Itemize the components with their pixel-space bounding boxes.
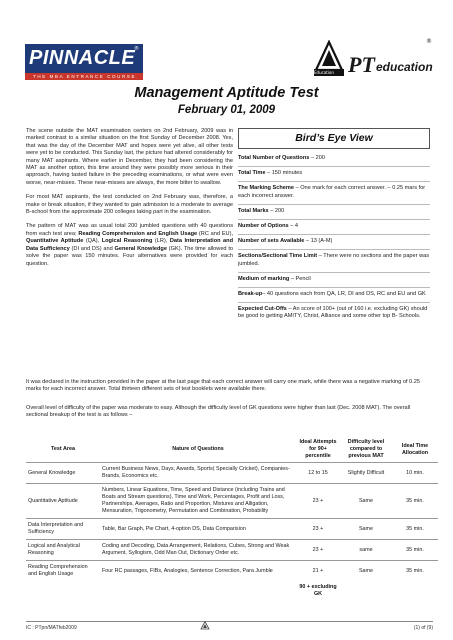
cell-ideal: 23 +	[296, 484, 340, 519]
header-time: Ideal Time Allocation	[401, 442, 429, 456]
p3-lr: Logical Reasoning	[101, 238, 153, 245]
bev-label: The Marking Scheme	[238, 185, 294, 192]
bev-value: – 200	[268, 207, 285, 214]
bev-value: – An score of 100+ (out of 160 i.e. excluding GK) should be good to getting AMITY, Christ, Alliance and some other top B- Schools.	[238, 306, 428, 320]
bev-label: Sections/Sectional Time Limit	[238, 253, 318, 260]
bev-value: – 13 (A-M)	[304, 238, 333, 245]
logo-education: education	[376, 60, 433, 74]
intro-paragraph-1: The scene outside the MAT examination centers on 2nd February, 2009 was in marked contrast to a similar situation on the first Sunday of December 2008. Yes, that was the day of the December MAT and hopes were yet alive, all other tests were yet to be conducted. This Sunday last, the picture had altered considerably for many MAT aspirants. Where earlier in December, they had been considering the MAT as another option, this time around they were possibly more serious in their approach, having tasted failure in the preceding examinations, or what were even worse, near-misses. These near-misses are always, the more bitter to swallow.	[26, 128, 233, 186]
intro-column	[26, 128, 233, 275]
page-footer	[26, 621, 433, 631]
cell-difficulty: Same	[340, 519, 392, 540]
table-header-row	[26, 437, 438, 463]
bev-label: Total Number of Questions	[238, 155, 310, 161]
bev-value: – 150 minutes	[265, 170, 303, 177]
body-paragraph-difficulty: Overall level of difficulty of the paper was moderate to easy. Although the difficulty level of GK questions were higher than last (Dec. 2008 MAT). The overall sectional breakup of the test is as follows –	[26, 405, 411, 419]
bev-value: – There were no sections and the paper was jumbled.	[238, 253, 430, 267]
cell-nature: Coding and Decoding, Data Arrangement, Relations, Cubes, Strong and Weak Argument, Syllogism, Odd Man Out, Dictionary Order etc.	[100, 540, 296, 561]
p3-qa-abbr: (QA),	[83, 238, 102, 245]
bev-label: Number of Options	[238, 223, 289, 230]
cell-ideal: 12 to 15	[296, 463, 340, 484]
cell-nature: Numbers, Linear Equations, Time, Speed and Distance (including Trains and Boats and Stream questions), Time and Work, Percentages, Profit and Loss, Partnerships, Averages, Ratio and Proportion, Mixtures and Alligation, Mensuration, Trigonometry, Permutation and Combination, Probability	[100, 484, 296, 519]
footer-code: IC : PTpn/MATfeb2009	[26, 625, 77, 631]
logo-tagline: THE MBA ENTRANCE COURSE	[33, 74, 137, 79]
cell-time: 35 min.	[392, 484, 438, 519]
body-paragraph-marking: It was declared in the instruction provided in the paper at the last page that each correct answer will carry one mark, while there was a negative marking of 0.25 marks for each incorrect answer. Total thirteen different sets of test booklets were available there.	[26, 379, 420, 393]
bev-item	[238, 167, 430, 182]
sectional-breakup-table	[26, 437, 438, 601]
cell-area: Reading Comprehension and English Usage	[26, 561, 100, 582]
footer-page-number: (1) of (9)	[413, 625, 433, 631]
bev-value: – Pencil	[289, 275, 311, 282]
page-title: Management Aptitude Test	[134, 85, 319, 101]
cell-difficulty: Same	[340, 561, 392, 582]
table-row	[26, 484, 438, 519]
bev-label: Break-up	[238, 291, 263, 298]
logo-pt: PT	[348, 52, 375, 77]
logo-strip	[25, 73, 143, 80]
birds-eye-view-panel	[238, 128, 430, 325]
header-ideal-attempts: Ideal Attempts for 90+ percentile	[299, 439, 337, 459]
logo-registered: ®	[134, 46, 139, 52]
p3-lr-abbr: (LR),	[152, 238, 170, 245]
cell-total-ideal: 90 + excluding GK	[299, 584, 337, 597]
cell-nature: Current Business News, Days, Awards, Sports( Specially Cricket), Companies-Brands, Economics etc.	[100, 463, 296, 484]
table-row	[26, 519, 438, 540]
intro-paragraph-2: For most MAT aspirants, the test conducted on 2nd February was, therefore, a make or break situation, if they wanted to gain admission to a moderate to average B-school from the approximate 200 colleges taking part in the examination.	[26, 194, 233, 216]
p3-gk: General Knowledge	[114, 245, 167, 252]
cell-time: 10 min.	[392, 463, 438, 484]
cell-ideal: 21 +	[296, 561, 340, 582]
bev-item	[238, 235, 430, 250]
bev-value: – 4	[288, 223, 298, 230]
header-nature: Nature of Questions	[172, 446, 224, 452]
table-total-row	[26, 581, 438, 601]
table-row	[26, 561, 438, 582]
bev-item	[238, 220, 430, 235]
cell-difficulty: Same	[340, 484, 392, 519]
page-subtitle: February 01, 2009	[177, 104, 276, 116]
bev-item	[238, 250, 430, 272]
intro-paragraph-3	[26, 223, 233, 267]
p3-text: The pattern of MAT was as usual total 200 jumbled questions with 40 questions from each test area;	[26, 223, 233, 237]
cell-ideal: 23 +	[296, 519, 340, 540]
cell-time: 35 min.	[392, 540, 438, 561]
p3-qa: Quantitative Aptitude	[26, 238, 84, 245]
bev-item	[238, 273, 430, 288]
bev-label: Medium of marking	[238, 275, 290, 282]
bev-value: – 200	[309, 155, 325, 161]
bev-label: Total Time	[238, 170, 266, 177]
p3-rc: Reading Comprehension and English Usage	[78, 230, 198, 237]
cell-area: Quantitative Aptitude	[26, 484, 100, 519]
cell-nature: Four RC passages, FIBs, Analogies, Sentence Correction, Para Jumble	[100, 561, 296, 582]
bev-item	[238, 288, 430, 303]
bev-item	[238, 182, 430, 204]
cell-time: 35 min.	[392, 561, 438, 582]
cell-difficulty: Slightly Difficult	[340, 463, 392, 484]
bev-label: Expected Cut-Offs	[238, 306, 287, 313]
bev-value: – One mark for each correct answer. – 0.25 mars for each incorrect answer.	[238, 185, 426, 199]
header-difficulty: Difficulty level compared to previous MAT	[347, 439, 385, 459]
bev-label: Number of sets Available	[238, 238, 305, 245]
birds-eye-heading: Bird’s Eye View	[238, 128, 430, 149]
pt-emblem-small-icon	[200, 621, 210, 631]
pinnacle-logo	[25, 44, 143, 80]
cell-area: Logical and Analytical Reasoning	[26, 540, 100, 561]
bev-label: Total Marks	[238, 207, 269, 214]
table-row	[26, 463, 438, 484]
pt-education-logo	[312, 40, 432, 82]
bev-item	[238, 152, 430, 167]
header-test-area: Test Area	[51, 446, 75, 452]
emblem-label: Education	[314, 70, 334, 75]
logo-registered-right: ®	[426, 38, 432, 45]
table-row	[26, 540, 438, 561]
cell-area: General Knowledge	[26, 463, 100, 484]
logo-word: PINNACLE	[29, 47, 136, 69]
cell-nature: Table, Bar Graph, Pie Chart, 4-option DS, Data Comparision	[100, 519, 296, 540]
bev-item	[238, 205, 430, 220]
p3-rc-abbr: (RC and EU),	[197, 230, 234, 237]
bev-item	[238, 303, 430, 324]
cell-area: Data Interpretation and Sufficiency	[26, 519, 100, 540]
p3-post: (GK). The time allowed to solve the paper was 150 minutes. Four alternatives were provided for each question.	[26, 245, 234, 267]
p3-di: Data Interpretation and Data Sufficiency	[26, 238, 233, 252]
bev-value: – 40 questions each from QA, LR, DI and DS, RC and EU and GK	[262, 291, 426, 298]
cell-ideal: 23 +	[296, 540, 340, 561]
cell-difficulty: same	[340, 540, 392, 561]
p3-di-abbr: (DI and DS) and	[69, 245, 115, 252]
cell-time: 35 min.	[392, 519, 438, 540]
